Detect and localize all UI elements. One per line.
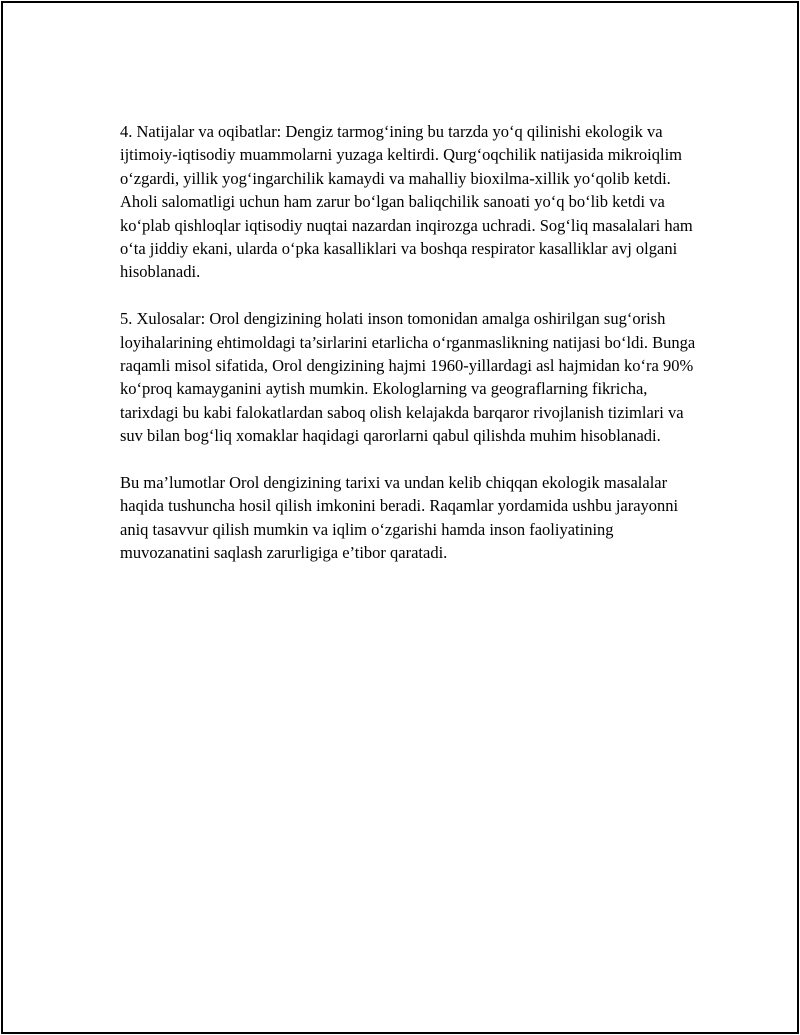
document-page <box>1 1 799 1034</box>
document-body <box>120 120 700 588</box>
paragraph-conclusions: 5. Xulosalar: Orol dengizining holati inson tomonidan amalga oshirilgan sug‘orish loyihalarining ehtimoldagi ta’sirlarini etarlicha o‘rganmaslikning natijasi bo‘ldi. Bunga raqamli misol sifatida, Orol dengizining hajmi 1960-yillardagi asl hajmidan ko‘ra 90% ko‘proq kamayganini aytish mumkin. Ekologlarning va geograflarning fikricha, tarixdagi bu kabi falokatlardan saboq olish kelajakda barqaror rivojlanish tizimlari va suv bilan bog‘liq xomaklar haqidagi qarorlarni qabul qilishda muhim hisoblanadi. <box>120 309 696 446</box>
paragraph-results-consequences: 4. Natijalar va oqibatlar: Dengiz tarmog‘ining bu tarzda yo‘q qilinishi ekologik va ijtimoiy-iqtisodiy muammolarni yuzaga keltirdi. Qurg‘oqchilik natijasida mikroiqlim o‘zgardi, yillik yog‘ingarchilik kamaydi va mahalliy bioxilma-xillik yo‘qolib ketdi. Aholi salomatligi uchun ham zarur bo‘lgan baliqchilik sanoati yo‘q bo‘lib ketdi va ko‘plab qishloqlar iqtisodiy nuqtai nazardan inqirozga uchradi. Sog‘liq masalalari ham o‘ta jiddiy ekani, ularda o‘pka kasalliklari va boshqa respirator kasalliklar avj olgani hisoblanadi. <box>120 122 693 282</box>
paragraph-summary: Bu ma’lumotlar Orol dengizining tarixi va undan kelib chiqqan ekologik masalalar haqida tushuncha hosil qilish imkonini beradi. Raqamlar yordamida ushbu jarayonni aniq tasavvur qilish mumkin va iqlim o‘zgarishi hamda inson faoliyatining muvozanatini saqlash zarurligiga e’tibor qaratadi. <box>120 473 679 563</box>
